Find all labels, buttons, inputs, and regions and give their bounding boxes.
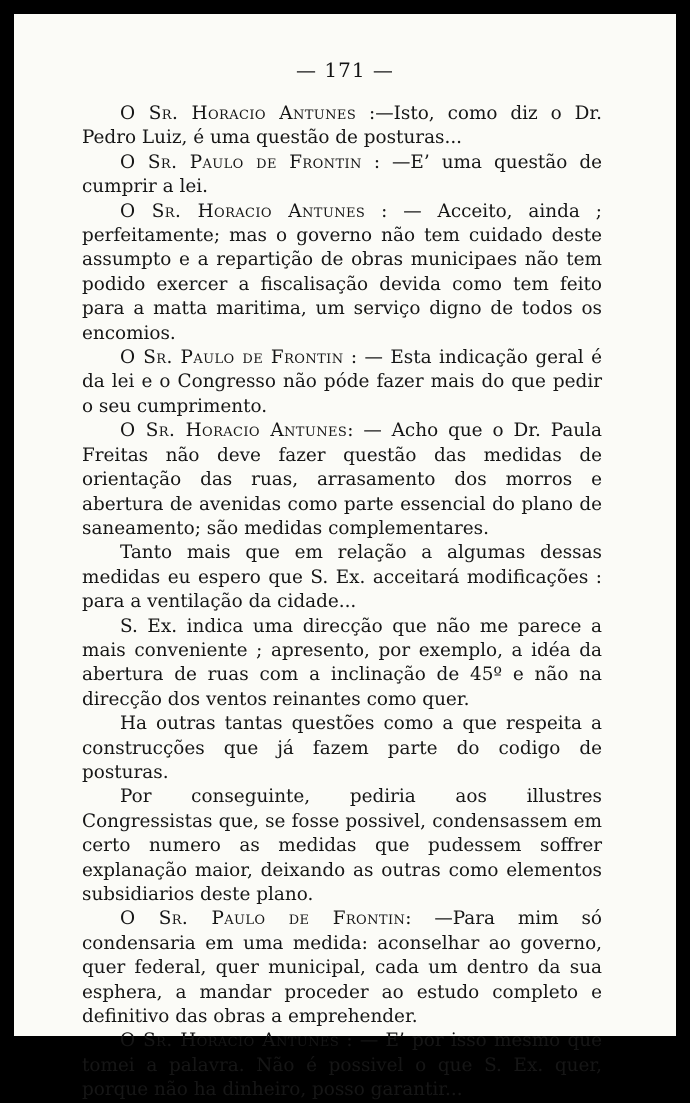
speaker-name: O Sr. Paulo de Frontin bbox=[120, 908, 406, 930]
paragraph-text: Tanto mais que em relação a algumas dessas medidas eu espero que S. Ex. acceitará modificações : para a ventilação da cidade... bbox=[82, 542, 602, 613]
paragraph bbox=[82, 102, 602, 151]
paragraph bbox=[82, 785, 602, 907]
body-text bbox=[82, 102, 602, 1103]
paragraph-text: Ha outras tantas questões como a que respeita a construcções que já fazem parte do codigo de posturas. bbox=[82, 713, 602, 783]
speaker-name: O Sr. Horacio Antunes bbox=[120, 1030, 340, 1052]
page-number: — 171 — bbox=[296, 58, 394, 82]
speaker-name: O Sr. Paulo de Frontin bbox=[120, 347, 344, 369]
paragraph-text: S. Ex. indica uma direcção que não me parece a mais conveniente ; apresento, por exemplo, a idéa da abertura de ruas com a inclinação de 45º e não na direcção dos ventos reinantes como quer. bbox=[82, 615, 602, 710]
paragraph-text: : — Esta indicação geral é da lei e o Congresso não póde fazer mais do que pedir o seu cumprimento. bbox=[82, 347, 602, 417]
paragraph-text: :—Isto, como diz o Dr. Pedro Luiz, é uma questão de posturas... bbox=[82, 103, 602, 149]
speaker-name: O Sr. Horacio Antunes bbox=[120, 103, 357, 124]
paragraph-text: : — Acho que o Dr. Paula Freitas não deve fazer questão das medidas de orientação das ruas, arrasamento dos morros e abertura de avenidas como parte essencial do plano de saneamento; são medidas complementares. bbox=[82, 420, 603, 539]
paragraph-text: : —Para mim só condensaria em uma medida: aconselhar ao governo, quer federal, quer municipal, cada um dentro da sua esphera, a mandar proceder ao estudo completo e definitivo das obras a emprehender. bbox=[82, 908, 602, 1028]
paragraph-text: : — E’ por isso mesmo que tomei a palavra. Não é possivel o que S. Ex. quer, porque não ha dinheiro, posso garantir... bbox=[82, 1030, 602, 1101]
paragraph bbox=[82, 712, 602, 785]
book-page bbox=[14, 14, 676, 1101]
paragraph bbox=[82, 151, 602, 200]
paragraph bbox=[82, 419, 602, 541]
paragraph bbox=[82, 541, 602, 614]
paragraph-text: : — Acceito, ainda ; perfeitamente; mas o governo não tem cuidado deste assumpto e a repartição de obras municipaes não tem podido exercer a fiscalisação devida como tem feito para a matta maritima, um serviço digno de todos os encomios. bbox=[82, 200, 602, 344]
speaker-name: O Sr. Horacio Antunes bbox=[120, 420, 348, 442]
paragraph bbox=[82, 346, 602, 419]
paragraph bbox=[82, 200, 602, 346]
speaker-name: O Sr. Horacio Antunes bbox=[120, 200, 366, 222]
paragraph bbox=[82, 907, 602, 1029]
paragraph bbox=[82, 1029, 602, 1102]
speaker-name: O Sr. Paulo de Frontin bbox=[120, 151, 362, 173]
paragraph-text: Por conseguinte, pediria aos illustres Congressistas que, se fosse possivel, condensassem em certo numero as medidas que pudessem soffrer explanação maior, deixando as outras como elementos subsidiarios deste plano. bbox=[82, 786, 602, 905]
paragraph-text: : —E’ uma questão de cumprir a lei. bbox=[82, 151, 602, 198]
paragraph bbox=[82, 615, 602, 713]
